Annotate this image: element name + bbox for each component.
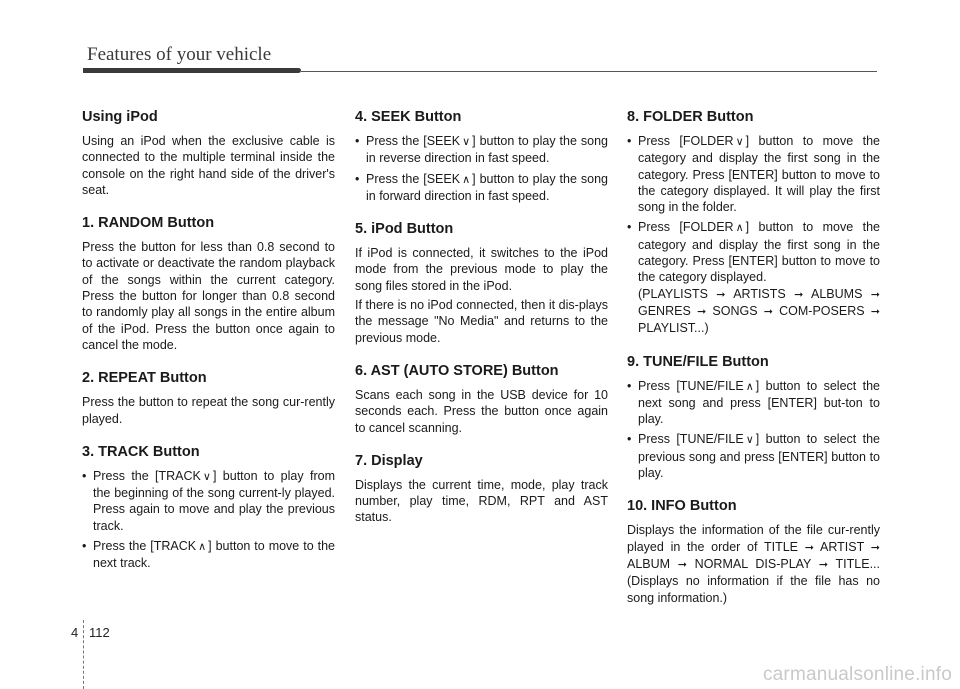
arrow-right-icon: ➞ [696,305,707,318]
section-heading-ipod: 5. iPod Button [355,221,454,238]
arrow-right-icon: ➞ [870,288,880,301]
section-text: Displays the information of the file cur-rently played in the order of TITLE ➞ ARTIST ➞ ALBUM ➞ NORMAL DIS-PLAY ➞ TITLE... (Displays no information if the file has no song information.) [627,523,880,605]
chevron-up-icon: ∧ [198,541,207,554]
chevron-down-icon: ∨ [202,470,211,483]
section-text: If iPod is connected, it switches to the iPod mode from the previous mode to play the song files stored in the iPod. [355,246,608,293]
bullet-item: • Press the [TRACK ∧ ] button to move to the next track. [82,538,335,572]
bullet-list [627,133,880,337]
bullet-item: • Press [FOLDER ∨ ] button to move the category and display the first song in the category. Press [ENTER] button to move to the category displayed. It will play the first song in the folder. [627,133,880,215]
section-text: Press the button for less than 0.8 second to to activate or deactivate the random playback of the songs within the current category. Press the button for longer than 0.8 second to randomly play all songs in the entire album of the iPod. Press the button once again to cancel the mode. [82,240,335,352]
bullet-item: • Press the [SEEK ∧ ] button to play the song in forward direction in fast speed. [355,171,608,205]
arrow-right-icon: ➞ [818,558,829,571]
section-heading-track: 3. TRACK Button [82,443,200,460]
page-header-title: Features of your vehicle [87,44,272,65]
bullet-item: • Press [TUNE/FILE ∧ ] button to select the next song and press [ENTER] but-ton to play. [627,378,880,428]
column-3 [627,108,880,606]
chevron-up-icon: ∧ [462,173,471,186]
section-heading-tune-file: 9. TUNE/FILE Button [627,353,769,370]
section-heading-repeat: 2. REPEAT Button [82,370,207,387]
column-2 [355,108,608,526]
arrow-right-icon: ➞ [763,305,773,318]
section-text: Press the button to repeat the song cur-rently played. [82,395,335,426]
header-rule-thin [301,71,877,72]
section-text: Scans each song in the USB device for 10 seconds each. Press the button once again to cancel scanning. [355,387,608,435]
header-rule-thick [83,68,301,73]
arrow-right-icon: ➞ [677,558,687,571]
arrow-right-icon: ➞ [794,288,804,301]
bullet-list [355,133,608,204]
arrow-right-icon: ➞ [716,288,726,301]
bullet-item: • Press the [TRACK ∨ ] button to play from the beginning of the song current-ly played. Press again to move and play the previous track. [82,468,335,534]
section-heading-seek: 4. SEEK Button [355,109,462,125]
section-heading-folder: 8. FOLDER Button [627,109,754,125]
chevron-up-icon: ∧ [735,222,744,235]
arrow-right-icon: ➞ [870,305,880,318]
bullet-item: • Press the [SEEK ∨ ] button to play the song in reverse direction in fast speed. [355,133,608,167]
watermark: carmanualsonline.info [762,664,952,685]
bullet-item: • Press [FOLDER ∧ ] button to move the category and display the first song in the category. Press [ENTER] button to move to the category displayed. (PLAYLISTS ➞ ARTISTS ➞ ALBUMS ➞ GENRES ➞ SONGS ➞ COM-POSERS ➞ PLAYLIST...) [627,219,880,336]
column-1 [82,108,335,576]
bullet-item: • Press [TUNE/FILE ∨ ] button to select the previous song and press [ENTER] button to play. [627,431,880,481]
section-heading-random: 1. RANDOM Button [82,215,215,232]
chevron-up-icon: ∧ [745,380,754,393]
section-text: If there is no iPod connected, then it dis-plays the message "No Media" and returns to the previous mode. [355,298,608,345]
bullet-list [82,468,335,572]
section-text: Using an iPod when the exclusive cable is connected to the multiple terminal inside the console on the right hand side of the driver's seat. [82,134,335,197]
section-text: Displays the current time, mode, play track number, play time, RDM, RPT and AST status. [355,477,608,525]
chapter-number: 4 [71,625,79,640]
footer-divider [83,620,84,689]
section-heading-using-ipod: Using iPod [82,109,158,125]
chevron-down-icon: ∨ [462,136,471,148]
arrow-right-icon: ➞ [870,541,880,554]
page-number: 112 [89,625,110,640]
chevron-down-icon: ∨ [735,136,744,148]
category-sequence: (PLAYLISTS ➞ ARTISTS ➞ ALBUMS ➞ GENRES ➞ SONGS ➞ COM-POSERS ➞ PLAYLIST...) [638,286,880,336]
chevron-down-icon: ∨ [745,434,754,447]
section-heading-info: 10. INFO Button [627,498,737,515]
arrow-right-icon: ➞ [804,541,814,554]
bullet-list [627,378,880,482]
section-heading-display: 7. Display [355,452,423,469]
section-heading-ast: 6. AST (AUTO STORE) Button [355,362,559,379]
